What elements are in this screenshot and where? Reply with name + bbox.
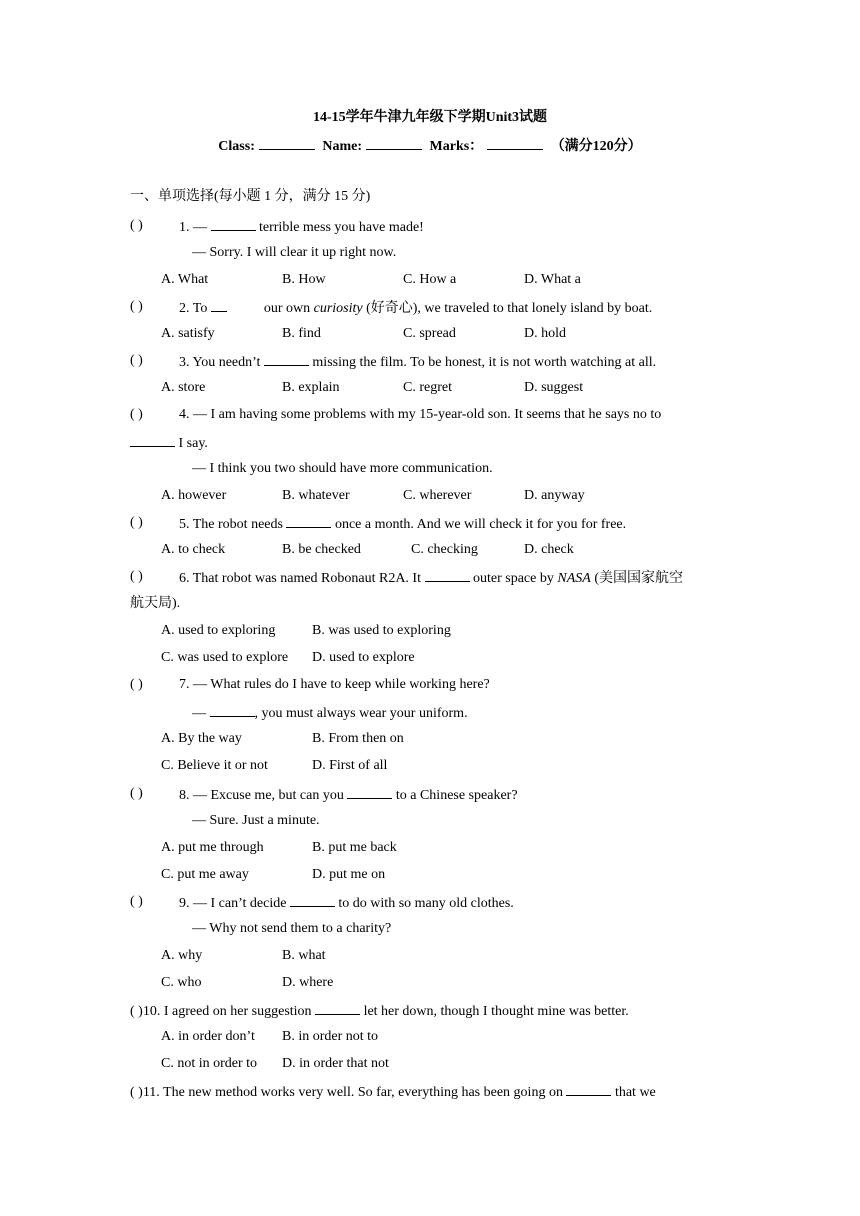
name-blank[interactable]: [366, 135, 422, 150]
question-6-num: 6. That robot was named Robonaut R2A. It: [179, 571, 421, 586]
question-4-line2: [130, 432, 208, 454]
question-8-reply: — Sure. Just a minute.: [192, 813, 320, 828]
question-6-line2: 航天局).: [130, 596, 181, 611]
option-5b[interactable]: B. be checked: [282, 542, 361, 557]
question-7-line1: 7. — What rules do I have to keep while working here?: [179, 677, 490, 692]
option-7b[interactable]: B. From then on: [312, 731, 404, 746]
answer-paren-6[interactable]: ( ): [130, 569, 143, 584]
blank-6[interactable]: [425, 567, 470, 582]
question-4-line1: 4. — I am having some problems with my 15-year-old son. It seems that he says no to: [179, 407, 662, 422]
option-10c[interactable]: C. not in order to: [161, 1056, 258, 1071]
blank-9[interactable]: [290, 892, 335, 907]
option-5d[interactable]: D. check: [524, 542, 574, 557]
exam-title: 14-15学年牛津九年级下学期Unit3试题: [312, 110, 548, 125]
option-2a[interactable]: A. satisfy: [161, 326, 215, 341]
blank-2[interactable]: [211, 297, 227, 312]
blank-10[interactable]: [315, 1000, 360, 1015]
option-10b[interactable]: B. in order not to: [282, 1029, 379, 1044]
option-3a[interactable]: A. store: [161, 380, 206, 395]
option-9c[interactable]: C. who: [161, 975, 202, 990]
question-8: [179, 784, 518, 806]
option-3d[interactable]: D. suggest: [524, 380, 584, 395]
question-2-num: 2. To: [179, 301, 208, 316]
option-9d[interactable]: D. where: [282, 975, 334, 990]
name-label: Name:: [322, 139, 363, 154]
option-7d[interactable]: D. First of all: [312, 758, 388, 773]
option-1b[interactable]: B. How: [282, 272, 326, 287]
section-title: 一、单项选择(每小题 1 分，满分 15 分): [130, 189, 371, 204]
option-4c[interactable]: C. wherever: [403, 488, 472, 503]
question-1-reply: — Sorry. I will clear it up right now.: [192, 245, 397, 260]
option-6d[interactable]: D. used to explore: [312, 650, 415, 665]
question-6-italic: NASA: [557, 571, 591, 586]
header-fields: [0, 135, 860, 157]
option-2c[interactable]: C. spread: [403, 326, 456, 341]
question-7-line2: [192, 702, 468, 724]
question-10-num: ( )10. I agreed on her suggestion: [130, 1004, 312, 1019]
question-6: [179, 567, 683, 589]
answer-paren-4[interactable]: ( ): [130, 407, 143, 422]
question-4-reply: — I think you two should have more communication.: [192, 461, 493, 476]
question-9-num: 9. — I can’t decide: [179, 896, 287, 911]
option-7a[interactable]: A. By the way: [161, 731, 242, 746]
question-5-text: once a month. And we will check it for you for free.: [334, 517, 627, 532]
answer-paren-8[interactable]: ( ): [130, 786, 143, 801]
answer-paren-3[interactable]: ( ): [130, 353, 143, 368]
blank-7[interactable]: [210, 702, 255, 717]
class-blank[interactable]: [259, 135, 315, 150]
marks-blank[interactable]: [487, 135, 543, 150]
question-4-text: I say.: [178, 436, 208, 451]
answer-paren-9[interactable]: ( ): [130, 894, 143, 909]
blank-11[interactable]: [566, 1081, 611, 1096]
question-6-text-a: outer space by: [473, 571, 554, 586]
option-8c[interactable]: C. put me away: [161, 867, 249, 882]
question-10-text: let her down, though I thought mine was better.: [363, 1004, 629, 1019]
option-6b[interactable]: B. was used to exploring: [312, 623, 451, 638]
question-7-text: , you must always wear your uniform.: [254, 706, 468, 721]
question-10: [130, 1000, 629, 1022]
option-6a[interactable]: A. used to exploring: [161, 623, 276, 638]
option-1a[interactable]: A. What: [161, 272, 209, 287]
option-1d[interactable]: D. What a: [524, 272, 581, 287]
blank-8[interactable]: [347, 784, 392, 799]
question-11-num: ( )11. The new method works very well. So far, everything has been going on: [130, 1085, 563, 1100]
option-4d[interactable]: D. anyway: [524, 488, 585, 503]
option-8d[interactable]: D. put me on: [312, 867, 386, 882]
question-11-text: that we: [614, 1085, 656, 1100]
answer-paren-2[interactable]: ( ): [130, 299, 143, 314]
question-8-num: 8. — Excuse me, but can you: [179, 788, 344, 803]
question-5: [179, 513, 626, 535]
class-label: Class:: [218, 139, 255, 154]
option-3c[interactable]: C. regret: [403, 380, 452, 395]
question-1: [179, 216, 424, 238]
question-5-num: 5. The robot needs: [179, 517, 283, 532]
blank-1[interactable]: [211, 216, 256, 231]
option-9b[interactable]: B. what: [282, 948, 326, 963]
marks-label: Marks：: [429, 139, 484, 154]
option-8a[interactable]: A. put me through: [161, 840, 264, 855]
question-2-text-b: (好奇心), we traveled to that lonely island by boat.: [366, 301, 653, 316]
blank-3[interactable]: [264, 351, 309, 366]
question-3: [179, 351, 656, 373]
answer-paren-5[interactable]: ( ): [130, 515, 143, 530]
question-1-num: 1. —: [179, 220, 207, 235]
question-6-text-b: (美国国家航空: [594, 571, 683, 586]
question-2: [179, 297, 652, 319]
option-10d[interactable]: D. in order that not: [282, 1056, 389, 1071]
blank-4[interactable]: [130, 432, 175, 447]
question-2-italic: curiosity: [313, 301, 363, 316]
question-9: [179, 892, 514, 914]
option-3b[interactable]: B. explain: [282, 380, 340, 395]
option-5c[interactable]: C. checking: [411, 542, 478, 557]
blank-5[interactable]: [286, 513, 331, 528]
question-11: [130, 1081, 656, 1103]
question-2-text-a: our own: [263, 301, 311, 316]
question-9-reply: — Why not send them to a charity?: [192, 921, 392, 936]
answer-paren-7[interactable]: ( ): [130, 677, 143, 692]
question-1-text: terrible mess you have made!: [259, 220, 424, 235]
option-7c[interactable]: C. Believe it or not: [161, 758, 268, 773]
option-1c[interactable]: C. How a: [403, 272, 457, 287]
option-2b[interactable]: B. find: [282, 326, 321, 341]
question-3-num: 3. You needn’t: [179, 355, 261, 370]
option-9a[interactable]: A. why: [161, 948, 203, 963]
full-marks: （满分120分）: [550, 139, 642, 154]
option-10a[interactable]: A. in order don’t: [161, 1029, 255, 1044]
option-4b[interactable]: B. whatever: [282, 488, 350, 503]
question-7-dash: —: [192, 706, 206, 721]
option-6c[interactable]: C. was used to explore: [161, 650, 289, 665]
question-3-text: missing the film. To be honest, it is not worth watching at all.: [312, 355, 657, 370]
option-8b[interactable]: B. put me back: [312, 840, 397, 855]
question-8-text: to a Chinese speaker?: [395, 788, 518, 803]
option-5a[interactable]: A. to check: [161, 542, 226, 557]
answer-paren-1[interactable]: ( ): [130, 218, 143, 233]
question-9-text: to do with so many old clothes.: [338, 896, 514, 911]
option-2d[interactable]: D. hold: [524, 326, 566, 341]
option-4a[interactable]: A. however: [161, 488, 227, 503]
